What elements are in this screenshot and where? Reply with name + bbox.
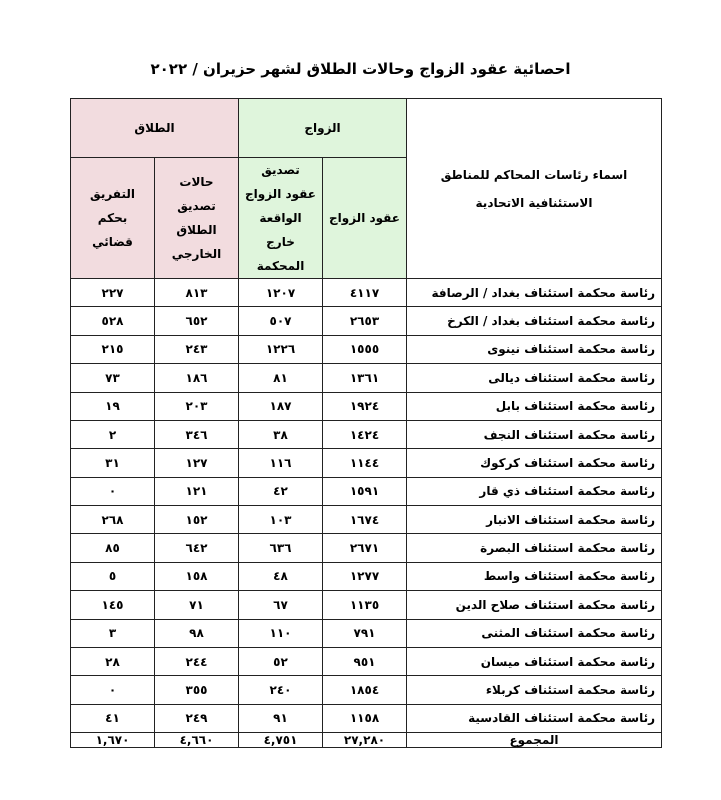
row-divorce-external: ٢٤٩ xyxy=(155,704,239,732)
row-divorce-external: ١٥٢ xyxy=(155,506,239,534)
total-judicial-separation: ١,٦٧٠ xyxy=(71,733,155,748)
row-region: رئاسة محكمة استئناف كركوك xyxy=(407,449,662,477)
table-row xyxy=(71,676,662,704)
table-row xyxy=(71,506,662,534)
row-divorce-external: ١٨٦ xyxy=(155,364,239,392)
row-region: رئاسة محكمة استئناف ديالى xyxy=(407,364,662,392)
row-judicial-separation: ٣ xyxy=(71,619,155,647)
row-region: رئاسة محكمة استئناف واسط xyxy=(407,562,662,590)
header-marriage-contracts: عقود الزواج xyxy=(323,158,407,279)
table-row xyxy=(71,307,662,335)
table-row xyxy=(71,364,662,392)
row-divorce-external: ١٥٨ xyxy=(155,562,239,590)
header-row-top xyxy=(71,99,662,158)
table-row xyxy=(71,704,662,732)
row-marriage-outside-court: ٥٠٧ xyxy=(239,307,323,335)
row-marriage-outside-court: ١٢٢٦ xyxy=(239,335,323,363)
row-marriage-contracts: ٩٥١ xyxy=(323,647,407,675)
row-marriage-contracts: ١٣٦١ xyxy=(323,364,407,392)
row-marriage-contracts: ٧٩١ xyxy=(323,619,407,647)
row-divorce-external: ٣٥٥ xyxy=(155,676,239,704)
row-marriage-contracts: ٢٦٥٣ xyxy=(323,307,407,335)
row-region: رئاسة محكمة استئناف بغداد / الكرخ xyxy=(407,307,662,335)
row-marriage-outside-court: ١١٠ xyxy=(239,619,323,647)
row-marriage-contracts: ١١٣٥ xyxy=(323,591,407,619)
table-row xyxy=(71,392,662,420)
row-region: رئاسة محكمة استئناف ذي قار xyxy=(407,477,662,505)
row-marriage-contracts: ٢٦٧١ xyxy=(323,534,407,562)
total-row xyxy=(71,733,662,748)
row-marriage-contracts: ١٥٥٥ xyxy=(323,335,407,363)
row-judicial-separation: ٤١ xyxy=(71,704,155,732)
row-marriage-outside-court: ٦٣٦ xyxy=(239,534,323,562)
row-marriage-contracts: ٤١١٧ xyxy=(323,279,407,307)
table-row xyxy=(71,279,662,307)
row-divorce-external: ٣٤٦ xyxy=(155,420,239,448)
row-judicial-separation: ٥٢٨ xyxy=(71,307,155,335)
row-marriage-outside-court: ١٠٣ xyxy=(239,506,323,534)
row-marriage-outside-court: ١٨٧ xyxy=(239,392,323,420)
table-body xyxy=(71,279,662,733)
row-region: رئاسة محكمة استئناف صلاح الدين xyxy=(407,591,662,619)
row-divorce-external: ٢٤٣ xyxy=(155,335,239,363)
table-row xyxy=(71,562,662,590)
row-region: رئاسة محكمة استئناف بابل xyxy=(407,392,662,420)
table-row xyxy=(71,335,662,363)
row-divorce-external: ٨١٣ xyxy=(155,279,239,307)
total-label: المجموع xyxy=(407,733,662,748)
row-judicial-separation: ١٩ xyxy=(71,392,155,420)
document-title: احصائية عقود الزواج وحالات الطلاق لشهر حزيران / ٢٠٢٢ xyxy=(150,60,571,78)
row-marriage-contracts: ١٨٥٤ xyxy=(323,676,407,704)
table-row xyxy=(71,420,662,448)
total-marriage-contracts: ٢٧,٢٨٠ xyxy=(323,733,407,748)
total-divorce-external: ٤,٦٦٠ xyxy=(155,733,239,748)
row-judicial-separation: ٧٣ xyxy=(71,364,155,392)
row-marriage-contracts: ١٤٢٤ xyxy=(323,420,407,448)
row-judicial-separation: ٨٥ xyxy=(71,534,155,562)
row-divorce-external: ٧١ xyxy=(155,591,239,619)
statistics-table xyxy=(70,98,662,748)
row-judicial-separation: ١٤٥ xyxy=(71,591,155,619)
row-marriage-contracts: ١٩٢٤ xyxy=(323,392,407,420)
row-region: رئاسة محكمة استئناف النجف xyxy=(407,420,662,448)
row-divorce-external: ٢٠٣ xyxy=(155,392,239,420)
row-region: رئاسة محكمة استئناف كربلاء xyxy=(407,676,662,704)
row-judicial-separation: ٢ xyxy=(71,420,155,448)
table-row xyxy=(71,647,662,675)
row-divorce-external: ١٢٧ xyxy=(155,449,239,477)
row-marriage-outside-court: ٩١ xyxy=(239,704,323,732)
header-marriage-outside-court: تصديق عقود الزواج الواقعة خارج المحكمة xyxy=(239,158,323,279)
row-region: رئاسة محكمة استئناف بغداد / الرصافة xyxy=(407,279,662,307)
row-marriage-outside-court: ٢٤٠ xyxy=(239,676,323,704)
table-row xyxy=(71,449,662,477)
row-marriage-contracts: ١١٤٤ xyxy=(323,449,407,477)
row-divorce-external: ٢٤٤ xyxy=(155,647,239,675)
row-judicial-separation: ٢٢٧ xyxy=(71,279,155,307)
row-marriage-outside-court: ١١٦ xyxy=(239,449,323,477)
row-judicial-separation: ٢٦٨ xyxy=(71,506,155,534)
table-row xyxy=(71,591,662,619)
table-row xyxy=(71,477,662,505)
row-judicial-separation: ٣١ xyxy=(71,449,155,477)
row-region: رئاسة محكمة استئناف القادسية xyxy=(407,704,662,732)
row-judicial-separation: ٠ xyxy=(71,477,155,505)
row-marriage-contracts: ١٦٧٤ xyxy=(323,506,407,534)
header-marriage: الزواج xyxy=(239,99,407,158)
row-judicial-separation: ٢١٥ xyxy=(71,335,155,363)
row-marriage-outside-court: ٦٧ xyxy=(239,591,323,619)
row-marriage-outside-court: ٤٨ xyxy=(239,562,323,590)
table-row xyxy=(71,534,662,562)
row-divorce-external: ٦٤٢ xyxy=(155,534,239,562)
header-region: اسماء رئاسات المحاكم للمناطق الاستئنافية الاتحادية xyxy=(407,99,662,279)
row-marriage-outside-court: ٤٢ xyxy=(239,477,323,505)
row-region: رئاسة محكمة استئناف ميسان xyxy=(407,647,662,675)
row-marriage-outside-court: ٨١ xyxy=(239,364,323,392)
row-divorce-external: ١٢١ xyxy=(155,477,239,505)
row-judicial-separation: ٠ xyxy=(71,676,155,704)
header-divorce-external: حالات تصديق الطلاق الخارجي xyxy=(155,158,239,279)
row-marriage-outside-court: ٣٨ xyxy=(239,420,323,448)
row-divorce-external: ٩٨ xyxy=(155,619,239,647)
row-region: رئاسة محكمة استئناف نينوى xyxy=(407,335,662,363)
header-divorce: الطلاق xyxy=(71,99,239,158)
row-region: رئاسة محكمة استئناف البصرة xyxy=(407,534,662,562)
row-judicial-separation: ٢٨ xyxy=(71,647,155,675)
row-region: رئاسة محكمة استئناف الانبار xyxy=(407,506,662,534)
total-marriage-outside-court: ٤,٧٥١ xyxy=(239,733,323,748)
row-divorce-external: ٦٥٢ xyxy=(155,307,239,335)
header-judicial-separation: التفريق بحكم قضائي xyxy=(71,158,155,279)
row-marriage-contracts: ١٥٩١ xyxy=(323,477,407,505)
row-judicial-separation: ٥ xyxy=(71,562,155,590)
table-row xyxy=(71,619,662,647)
row-marriage-outside-court: ٥٢ xyxy=(239,647,323,675)
row-marriage-contracts: ١١٥٨ xyxy=(323,704,407,732)
row-region: رئاسة محكمة استئناف المثنى xyxy=(407,619,662,647)
row-marriage-contracts: ١٢٧٧ xyxy=(323,562,407,590)
row-marriage-outside-court: ١٢٠٧ xyxy=(239,279,323,307)
